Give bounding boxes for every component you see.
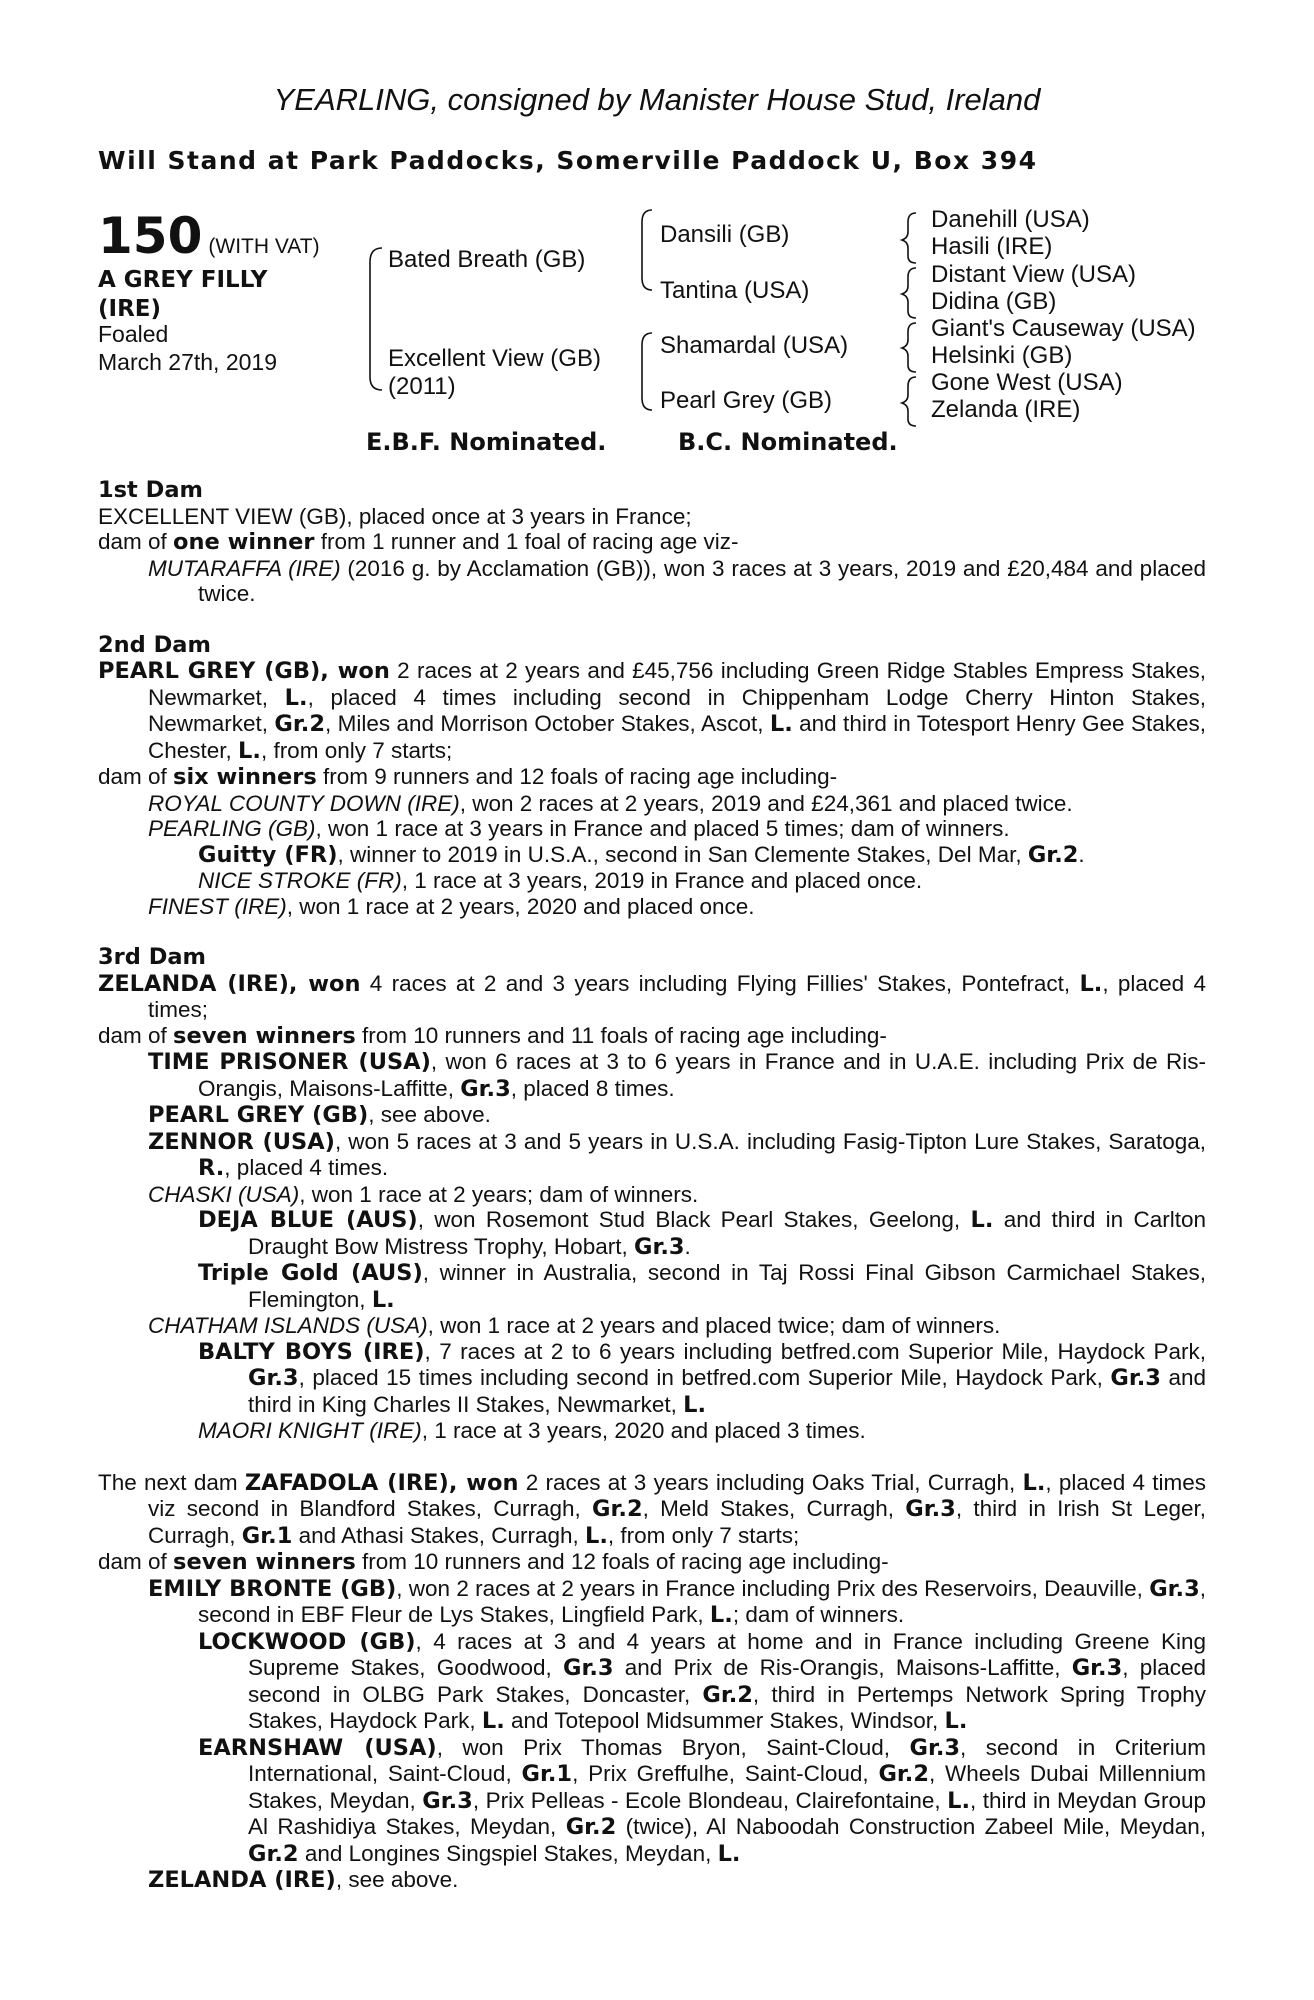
next-dam-produce-summary: dam of seven winners from 10 runners and 12 foals of racing age including- (98, 1549, 889, 1575)
foaled-date: March 27th, 2019 (98, 349, 278, 375)
produce-emily-bronte: EMILY BRONTE (GB), won 2 races at 2 years in France including Prix des Reservoirs, Deauville, Gr.3, second in EBF Fleur de Lys Stakes, Lingfield Park, L.; dam of winners. (148, 1575, 1207, 1628)
pedigree-g4-4: Didina (GB) (931, 288, 1057, 315)
bracket-dam (642, 333, 652, 410)
produce-royal-county-down: ROYAL COUNTY DOWN (IRE), won 2 races at 2 years, 2019 and £24,361 and placed twice. (148, 790, 1073, 816)
pedigree-brackets (0, 0, 1314, 470)
produce-guitty: Guitty (FR), winner to 2019 in U.S.A., second in San Clemente Stakes, Del Mar, Gr.2. (198, 841, 1085, 868)
catalogue-body (98, 478, 1206, 1894)
first-dam-produce-summary: dam of one winner from 1 runner and 1 foal of racing age viz- (98, 529, 739, 555)
pedigree-g4-2: Hasili (IRE) (931, 233, 1053, 260)
pedigree-g4-6: Helsinki (GB) (931, 342, 1073, 369)
produce-pearling: PEARLING (GB), won 1 race at 3 years in France and placed 5 times; dam of winners. (148, 816, 1010, 841)
produce-chatham-islands: CHATHAM ISLANDS (USA), won 1 race at 2 years and placed twice; dam of winners. (148, 1313, 1001, 1338)
second-dam-pearl-grey: PEARL GREY (GB), won 2 races at 2 years and £45,756 including Green Ridge Stables Empress Stakes, Newmarket, L., placed 4 times including second in Chippenham Lodge Cherry Hinton Stakes, Newmarket, Gr.2, Miles and Morrison October Stakes, Ascot, L. and third in Totesport Henry Gee Stakes, Chester, L., from only 7 starts; (98, 658, 1206, 764)
pedigree-dam: Excellent View (GB) (388, 345, 601, 372)
bracket-gen1 (370, 248, 382, 390)
bc-nominated: B.C. Nominated. (678, 428, 898, 456)
pedigree-sire-dam: Tantina (USA) (660, 277, 810, 304)
pedigree-dam-dam: Pearl Grey (GB) (660, 387, 833, 414)
third-dam-heading: 3rd Dam (98, 944, 206, 970)
bracket-sire (642, 210, 652, 290)
vat-note: (WITH VAT) (208, 235, 320, 258)
produce-lockwood: LOCKWOOD (GB), 4 races at 3 and 4 years at home and in France including Greene King Supreme Stakes, Goodwood, Gr.3 and Prix de Ris-Orangis, Maisons-Laffitte, Gr.3, placed second in OLBG Park Stakes, Doncaster, Gr.2, third in Pertemps Network Spring Trophy Stakes, Haydock Park, L. and Totepool Midsummer Stakes, Windsor, L. (198, 1628, 1206, 1734)
second-dam-produce-summary: dam of six winners from 9 runners and 12 foals of racing age including- (98, 764, 838, 790)
pedigree-dam-sire: Shamardal (USA) (660, 332, 849, 359)
lot-number: 150 (98, 207, 203, 265)
pedigree-g4-3: Distant View (USA) (931, 261, 1136, 288)
pedigree-dam-year: (2011) (388, 373, 456, 400)
produce-finest: FINEST (IRE), won 1 race at 2 years, 2020 and placed once. (148, 893, 755, 919)
produce-triple-gold: Triple Gold (AUS), winner in Australia, second in Taj Rossi Final Gibson Carmichael Stakes, Flemington, L. (198, 1260, 1207, 1313)
produce-balty-boys: BALTY BOYS (IRE), 7 races at 2 to 6 years including betfred.com Superior Mile, Haydock Park, Gr.3, placed 15 times including second in betfred.com Superior Mile, Haydock Park, Gr.3 and third in King Charles II Stakes, Newmarket, L. (198, 1338, 1207, 1418)
foaled-label: Foaled (98, 321, 169, 347)
first-dam-line: EXCELLENT VIEW (GB), placed once at 3 years in France; (98, 503, 692, 529)
ebf-nominated: E.B.F. Nominated. (366, 428, 607, 456)
bracket-g4-1 (902, 213, 916, 263)
horse-name-line1: A GREY FILLY (98, 267, 268, 293)
horse-name-line2: (IRE) (98, 296, 162, 322)
location-heading: Will Stand at Park Paddocks, Somerville Paddock U, Box 394 (98, 146, 1038, 175)
produce-time-prisoner: TIME PRISONER (USA), won 6 races at 3 to 6 years in France and in U.A.E. including Prix de Ris-Orangis, Maisons-Laffitte, Gr.3, placed 8 times. (148, 1049, 1206, 1102)
second-dam-heading: 2nd Dam (98, 631, 211, 658)
pedigree-g4-8: Zelanda (IRE) (931, 396, 1081, 423)
produce-zennor: ZENNOR (USA), won 5 races at 3 and 5 years in U.S.A. including Fasig-Tipton Lure Stakes, Saratoga, R., placed 4 times. (148, 1128, 1206, 1181)
pedigree-g4-1: Danehill (USA) (931, 206, 1090, 233)
produce-pearl-grey: PEARL GREY (GB), see above. (148, 1102, 491, 1128)
consignment-heading: YEARLING, consigned by Manister House Stud, Ireland (273, 82, 1041, 117)
pedigree-g4-5: Giant's Causeway (USA) (931, 315, 1196, 342)
produce-deja-blue: DEJA BLUE (AUS), won Rosemont Stud Black Pearl Stakes, Geelong, L. and third in Carlton Draught Bow Mistress Trophy, Hobart, Gr.3. (198, 1207, 1206, 1260)
produce-earnshaw: EARNSHAW (USA), won Prix Thomas Bryon, Saint-Cloud, Gr.3, second in Criterium International, Saint-Cloud, Gr.1, Prix Greffulhe, Saint-Cloud, Gr.2, Wheels Dubai Millennium Stakes, Meydan, Gr.3, Prix Pelleas - Ecole Blondeau, Clairefontaine, L., third in Meydan Group Al Rashidiya Stakes, Meydan, Gr.2 (twice), Al Naboodah Construction Zabeel Mile, Meydan, Gr.2 and Longines Singspiel Stakes, Meydan, L. (198, 1734, 1207, 1867)
produce-maori-knight: MAORI KNIGHT (IRE), 1 race at 3 years, 2020 and placed 3 times. (198, 1418, 866, 1443)
pedigree-g4-7: Gone West (USA) (931, 369, 1123, 396)
bracket-g4-3 (902, 323, 916, 372)
pedigree-sire-sire: Dansili (GB) (660, 221, 790, 248)
next-dam-zafadola: The next dam ZAFADOLA (IRE), won 2 races at 3 years including Oaks Trial, Curragh, L., placed 4 times viz second in Blandford Stakes, Curragh, Gr.2, Meld Stakes, Curragh, Gr.3, third in Irish St Leger, Curragh, Gr.1 and Athasi Stakes, Curragh, L., from only 7 starts; (98, 1469, 1207, 1549)
produce-nice-stroke: NICE STROKE (FR), 1 race at 3 years, 2019 in France and placed once. (198, 868, 923, 893)
produce-zelanda: ZELANDA (IRE), see above. (148, 1867, 459, 1893)
bracket-g4-2 (902, 268, 916, 318)
bracket-g4-4 (902, 377, 916, 426)
produce-mutaraffa: MUTARAFFA (IRE) (2016 g. by Acclamation (GB)), won 3 races at 3 years, 2019 and £20,484 and placed twice. (148, 555, 1206, 606)
third-dam-zelanda: ZELANDA (IRE), won 4 races at 2 and 3 years including Flying Fillies' Stakes, Pontefract, L., placed 4 times; (98, 970, 1206, 1022)
third-dam-produce-summary: dam of seven winners from 10 runners and 11 foals of racing age including- (98, 1022, 887, 1049)
produce-chaski: CHASKI (USA), won 1 race at 2 years; dam of winners. (148, 1181, 699, 1207)
first-dam-heading: 1st Dam (98, 477, 203, 503)
pedigree-sire: Bated Breath (GB) (388, 246, 586, 273)
